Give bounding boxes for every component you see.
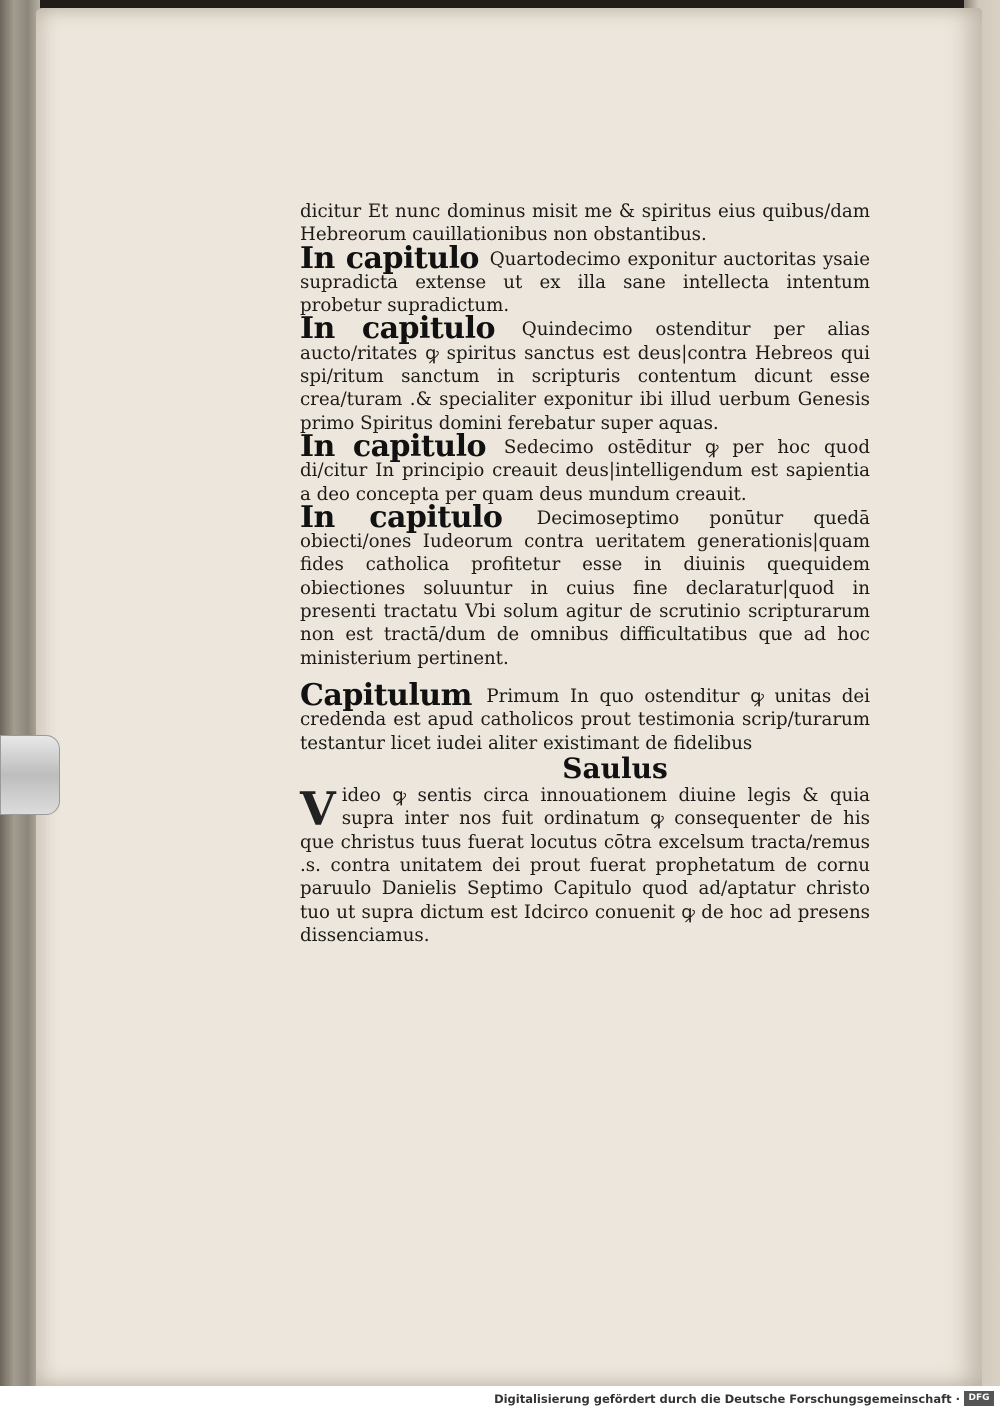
section-heading: In capitulo	[300, 428, 487, 464]
credit-bar	[0, 1386, 1000, 1411]
speaker-name: Saulus	[562, 751, 668, 785]
initial-letter: V	[300, 782, 336, 837]
section-14	[300, 240, 870, 318]
page-text	[300, 200, 870, 947]
page-clip	[0, 735, 60, 815]
section-16	[300, 428, 870, 506]
section-17	[300, 499, 870, 670]
dfg-logo: DFG	[964, 1391, 994, 1406]
section-heading: In capitulo	[300, 311, 495, 347]
section-heading: In capitulo	[300, 499, 503, 535]
chapter-heading: Capitulum	[300, 677, 472, 713]
page-stack-edge	[0, 0, 40, 1386]
chapter-one	[300, 677, 870, 755]
section-text: Quindecimo ostenditur per alias aucto/ritates ꝙ spiritus sanctus est deus|contra Hebreos qui spi/ritum sanctum in scripturis contentum dicunt esse crea/turam .& specialiter exponitur ibi illud uerbum Genesis primo Spiritus domini ferebatur super aquas.	[300, 319, 870, 434]
section-text: Quartodecimo exponitur auctoritas ysaie supradicta extense ut ex illa sane intellecta intentum probetur supradictum.	[300, 248, 870, 317]
dialogue-text: ideo ꝙ sentis circa innouationem diuine legis & quia supra inter nos fuit ordinatum ꝙ consequenter de his que christus tuus fuerat locutus cōtra excelsum tracta/remus .s. contra unitatem dei prout fuerat prophetatum de cornu paruulo Danielis Septimo Capitulo quod ad/aptatur christo tuo ut supra dictum est Idcirco conuenit ꝙ de hoc ad presens dissenciamus.	[300, 785, 870, 946]
funding-credit: Digitalisierung gefördert durch die Deutsche Forschungsgemeinschaft ·	[494, 1392, 960, 1406]
section-text: Sedecimo ostēditur ꝙ per hoc quod di/citur In principio creauit deus|intelligendum est sapientia a deo concepta per quam deus mundum creauit.	[300, 436, 870, 505]
section-text: Decimoseptimo ponūtur quedā obiecti/ones Iudeorum contra ueritatem generationis|quam fides catholica profitetur esse in diuinis quequidem obiectiones soluuntur in cuius fine declaratur|quod in presenti tractatu Vbi solum agitur de scrutinio scripturarum non est tractā/dum de omnibus difficultatibus que ad hoc ministerium pertinent.	[300, 507, 870, 669]
chapter-text: Primum In quo ostenditur ꝙ unitas dei credenda est apud catholicos prout testimonia scrip/turarum testantur licet iudei aliter existimant de fidelibus	[300, 685, 870, 754]
section-15	[300, 311, 870, 434]
dialogue-paragraph	[300, 784, 870, 947]
section-heading: In capitulo	[300, 240, 479, 276]
paragraph-intro: dicitur Et nunc dominus misit me & spiritus eius quibus/dam Hebreorum cauillationibus non obstantibus.	[300, 201, 870, 246]
